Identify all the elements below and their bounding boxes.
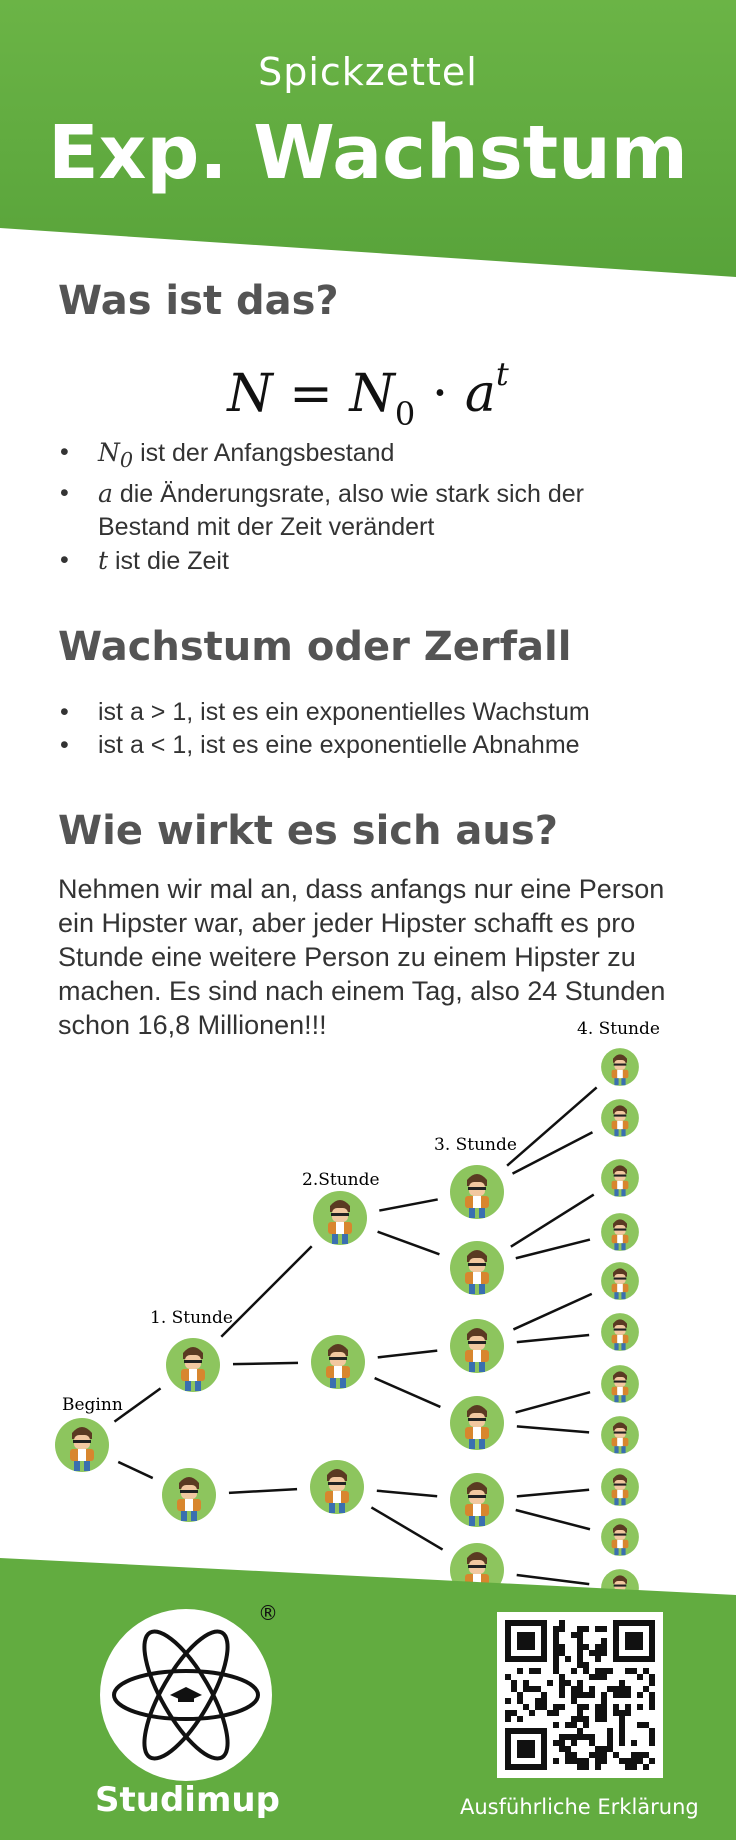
tree-connector bbox=[229, 1489, 297, 1493]
tree-connector bbox=[513, 1294, 591, 1330]
hipster-person-icon bbox=[601, 1313, 639, 1351]
hipster-person-icon bbox=[162, 1468, 216, 1522]
qr-code-icon bbox=[497, 1612, 663, 1778]
hipster-person-icon bbox=[313, 1191, 367, 1245]
hipster-person-icon bbox=[601, 1468, 639, 1506]
hipster-person-icon bbox=[450, 1473, 504, 1527]
tree-connector bbox=[517, 1490, 589, 1497]
tree-connector bbox=[378, 1351, 438, 1358]
tree-label: Beginn bbox=[62, 1395, 123, 1415]
tree-connector bbox=[516, 1240, 590, 1259]
tree-connector bbox=[513, 1132, 593, 1173]
hipster-person-icon bbox=[450, 1241, 504, 1295]
tree-connector bbox=[516, 1510, 590, 1529]
tree-connector bbox=[371, 1507, 442, 1549]
section-heading-growth-decay: Wachstum oder Zerfall bbox=[58, 624, 572, 670]
tree-connector bbox=[379, 1199, 437, 1210]
brand-name: Studimup bbox=[95, 1780, 280, 1820]
section-heading-definition: Was ist das? bbox=[58, 278, 339, 324]
hipster-person-icon bbox=[601, 1159, 639, 1197]
header-title: Exp. Wachstum bbox=[48, 110, 688, 196]
registered-mark: ® bbox=[258, 1601, 278, 1625]
tree-connector bbox=[118, 1462, 153, 1478]
tree-connector bbox=[375, 1378, 441, 1407]
tree-connector bbox=[378, 1232, 440, 1255]
list-item: • ist a < 1, ist es eine exponentielle Abnahme bbox=[58, 729, 678, 762]
header-subtitle: Spickzettel bbox=[258, 50, 478, 94]
list-item: • $N_0$ ist der Anfangsbestand bbox=[58, 436, 678, 477]
tree-label: 3. Stunde bbox=[434, 1135, 517, 1155]
tree-connector bbox=[233, 1363, 298, 1364]
hipster-person-icon bbox=[601, 1365, 639, 1403]
hipster-person-icon bbox=[450, 1165, 504, 1219]
tree-connector bbox=[221, 1246, 311, 1336]
tree-connector bbox=[517, 1426, 589, 1432]
qr-caption[interactable]: Ausführliche Erklärung bbox=[460, 1795, 699, 1819]
hipster-person-icon bbox=[601, 1416, 639, 1454]
definition-list bbox=[58, 436, 678, 578]
growth-decay-list bbox=[58, 696, 678, 762]
tree-connector bbox=[516, 1392, 591, 1412]
formula: $N = N_0 \cdot a^t$ bbox=[227, 355, 509, 433]
tree-label: 2.Stunde bbox=[302, 1170, 380, 1190]
section-heading-effect: Wie wirkt es sich aus? bbox=[58, 808, 558, 854]
tree-label: 4. Stunde bbox=[577, 1019, 660, 1039]
tree-connector bbox=[511, 1195, 594, 1247]
hipster-person-icon bbox=[450, 1319, 504, 1373]
hipster-person-icon bbox=[601, 1262, 639, 1300]
hipster-person-icon bbox=[55, 1418, 109, 1472]
hipster-person-icon bbox=[311, 1335, 365, 1389]
list-item: • ist a > 1, ist es ein exponentielles Wachstum bbox=[58, 696, 678, 729]
hipster-person-icon bbox=[601, 1048, 639, 1086]
tree-connector bbox=[517, 1335, 589, 1342]
hipster-person-icon bbox=[601, 1099, 639, 1137]
hipster-person-icon bbox=[450, 1396, 504, 1450]
example-paragraph: Nehmen wir mal an, dass anfangs nur eine Person ein Hipster war, aber jeder Hipster schafft es pro Stunde eine weitere Person zu einem Hipster zu machen. Es sind nach einem Tag, also 24 Stunden schon 16,8 Millionen!!! bbox=[58, 874, 666, 1040]
tree-connector bbox=[377, 1491, 437, 1497]
hipster-person-icon bbox=[310, 1460, 364, 1514]
tree-label: 1. Stunde bbox=[150, 1308, 233, 1328]
atom-graduation-cap-icon bbox=[100, 1609, 272, 1781]
hipster-person-icon bbox=[601, 1213, 639, 1251]
list-item: • a die Änderungsrate, also wie stark sich der Bestand mit der Zeit verändert bbox=[58, 477, 678, 544]
growth-tree-diagram bbox=[0, 1010, 736, 1610]
hipster-person-icon bbox=[166, 1338, 220, 1392]
list-item: • t ist die Zeit bbox=[58, 544, 678, 578]
